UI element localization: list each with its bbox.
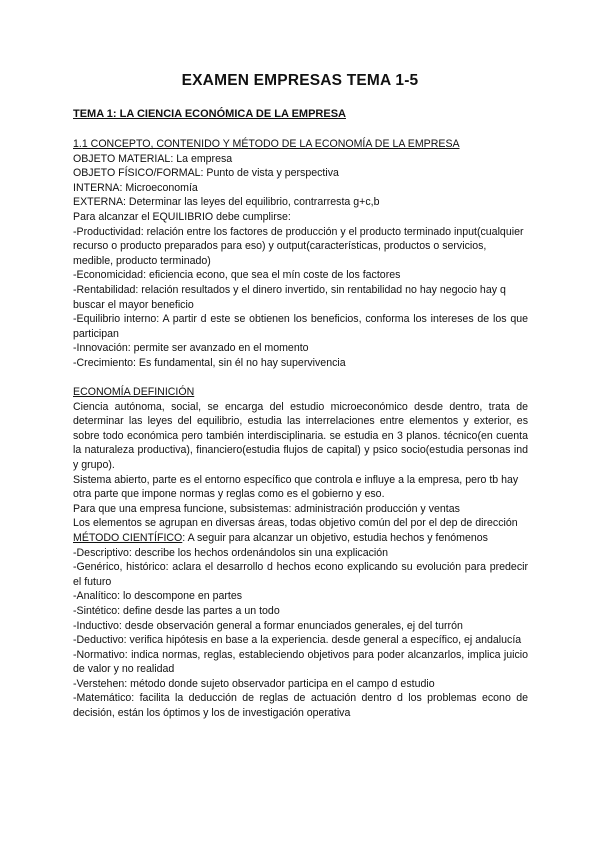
method-line: -Genérico, histórico: aclara el desarrollo d hechos econo explicando su evolución para predecir el futuro <box>73 561 528 588</box>
method-line: -Deductivo: verifica hipótesis en base a la experiencia. desde general a específico, ej andalucía <box>73 634 522 647</box>
method-line: -Verstehen: método donde sujeto observador participa en el campo d estudio <box>73 677 435 690</box>
method-text: : A seguir para alcanzar un objetivo, estudia hechos y fenómenos <box>182 531 488 544</box>
section-heading: TEMA 1: LA CIENCIA ECONÓMICA DE LA EMPRESA <box>73 108 346 120</box>
method-line: -Sintético: define desde las partes a un todo <box>73 604 280 617</box>
document-title: EXAMEN EMPRESAS TEMA 1-5 <box>181 72 419 89</box>
subsection-heading: ECONOMÍA DEFINICIÓN <box>73 386 195 398</box>
text-line: Para alcanzar el EQUILIBRIO debe cumplirse: <box>73 210 291 223</box>
text-line: OBJETO FÍSICO/FORMAL: Punto de vista y perspectiva <box>73 167 339 180</box>
text-line: EXTERNA: Determinar las leyes del equilibrio, contrarresta g+c,b <box>73 196 380 209</box>
text-line: -Productividad: relación entre los factores de producción y el producto terminado input(cualquier recurso o producto preparados para eso) y output(características, productos o servicios, medible, producto terminado) <box>73 225 524 267</box>
text-line: -Equilibrio interno: A partir d este se obtienen los beneficios, conforma los intereses de los que participan <box>73 313 528 340</box>
method-line: -Normativo: indica normas, reglas, estableciendo objetivos para poder alcanzarlos, implica juicio de valor y no realidad <box>73 648 528 676</box>
paragraph: Los elementos se agrupan en diversas áreas, todas objetivo común del por el dep de dirección <box>73 517 518 530</box>
text-line: OBJETO MATERIAL: La empresa <box>73 152 233 165</box>
method-line: -Analítico: lo descompone en partes <box>73 590 243 603</box>
text-line: -Innovación: permite ser avanzado en el momento <box>73 342 309 355</box>
method-line: -Inductivo: desde observación general a formar enunciados generales, ej del turrón <box>73 619 463 632</box>
paragraph: Para que una empresa funcione, subsistemas: administración producción y ventas <box>73 502 460 515</box>
method-line: -Descriptivo: describe los hechos ordenándolos sin una explicación <box>73 546 389 559</box>
concept-section <box>73 137 528 371</box>
text-line: -Economicidad: eficiencia econo, que sea el mín coste de los factores <box>73 269 401 282</box>
text-line: -Rentabilidad: relación resultados y el dinero invertido, sin rentabilidad no hay negocio hay q buscar el mayor beneficio <box>73 283 506 311</box>
method-line: -Matemático: facilita la deducción de reglas de actuación dentro d los problemas econo de decisión, están los óptimos y los de investigación operativa <box>73 692 528 720</box>
text-line: -Crecimiento: Es fundamental, sin él no hay supervivencia <box>73 356 346 369</box>
definition-section <box>73 385 528 721</box>
text-line: INTERNA: Microeconomía <box>73 181 198 194</box>
method-intro <box>73 531 528 546</box>
paragraph: Sistema abierto, parte es el entorno específico que controla e influye a la empresa, pero tb hay otra parte que impone normas y reglas como es el gobierno y eso. <box>73 473 519 501</box>
method-label: MÉTODO CIENTÍFICO <box>73 531 183 544</box>
paragraph: Ciencia autónoma, social, se encarga del estudio microeconómico desde dentro, trata de determinar las leyes del equilibrio, estudia las interrelaciones entre elementos y exterior, es sobre todo económica pero también interdisciplinaria. se estudia en 3 planos. técnico(en cuenta la naturaleza productiva), financiero(estudia flujos de capital) y psico socio(estudia personas ind y grupo). <box>73 400 528 471</box>
subsection-heading: 1.1 CONCEPTO, CONTENIDO Y MÉTODO DE LA ECONOMÍA DE LA EMPRESA <box>73 138 460 150</box>
